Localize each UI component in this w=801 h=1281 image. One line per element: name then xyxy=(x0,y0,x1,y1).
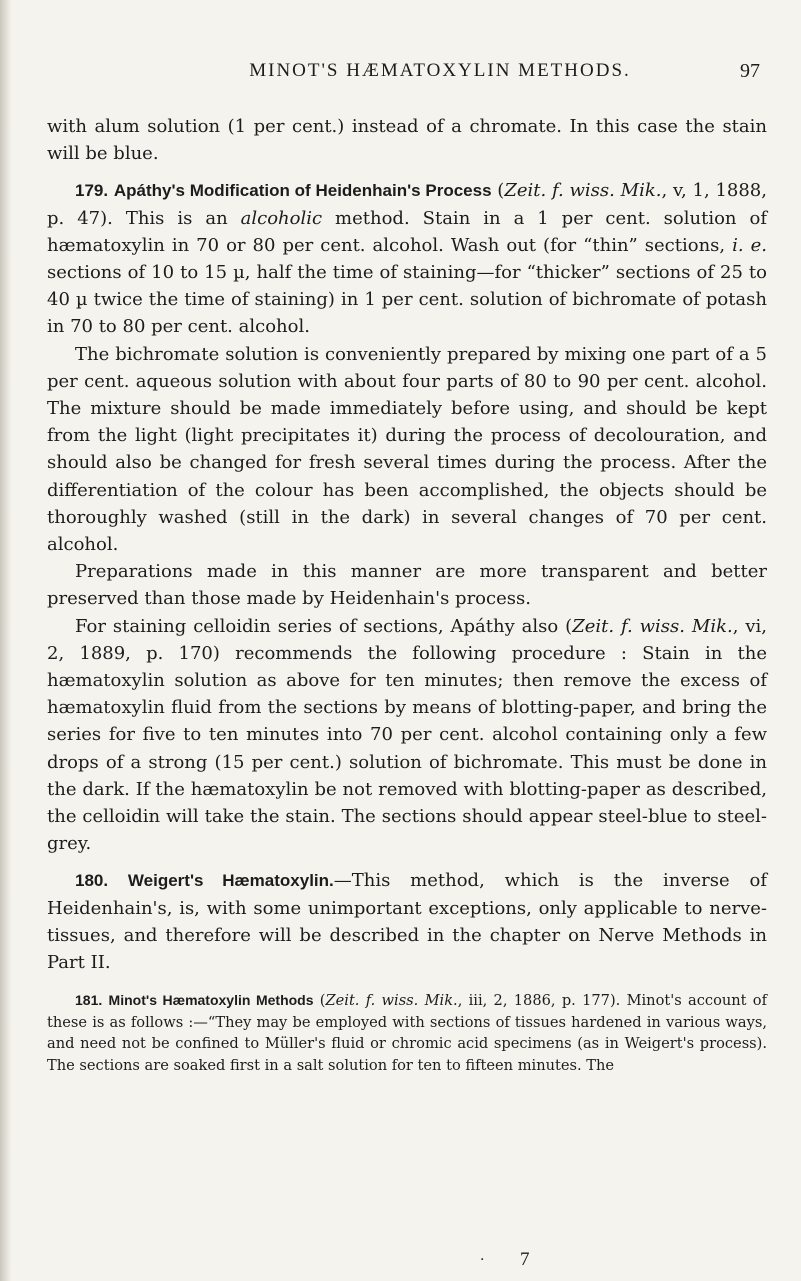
page-body xyxy=(47,113,767,1076)
page-number: 97 xyxy=(740,60,760,82)
bichromate-paragraph: The bichromate solution is conveniently prepared by mixing one part of a 5 per cent. aqueous solution with about four parts of 80 to 90 per cent. alcohol. The mixture should be made immediately before using, and should be kept from the light (light precipitates it) during the process of decolouration, and should also be changed for fresh several times during the process. After the differentiation of the colour has been accomplished, the objects should be thoroughly washed (still in the dark) in several changes of 70 per cent. alcohol. xyxy=(47,343,767,556)
text-run: method. Stain in a 1 per cent. solution of hæmatoxylin in 70 or 80 per cent. alcohol. Wash out (for “thin” sections, xyxy=(47,207,767,256)
journal-reference: Zeit. f. wiss. Mik. xyxy=(572,615,733,637)
section-number: 179. xyxy=(75,181,109,201)
section-number: 180. xyxy=(75,871,109,891)
section-title: Minot's Hæmatoxylin Methods xyxy=(108,992,314,1009)
section-number: 181. xyxy=(75,992,103,1009)
text-run: ( xyxy=(313,992,326,1010)
emphasis-alcoholic: alcoholic xyxy=(240,207,323,229)
celloidin-paragraph xyxy=(47,613,767,858)
section-title: Apáthy's Modification of Heidenhain's Process xyxy=(113,181,492,201)
text-run: For staining celloidin series of sections, Apáthy also ( xyxy=(75,615,573,637)
intro-paragraph: with alum solution (1 per cent.) instead of a chromate. In this case the stain will be blue. xyxy=(47,116,767,165)
signature-mark: 7 xyxy=(520,1249,530,1270)
text-run: —This method, which is the inverse of Heidenhain's, is, with some unimportant exceptions, only applicable to nerve-tissues, and therefore will be described in the chapter on Nerve Methods in Part II. xyxy=(47,870,767,974)
page-edge-shadow xyxy=(0,0,12,1281)
text-run: ( xyxy=(491,180,505,202)
preparations-paragraph: Preparations made in this manner are more transparent and better preserved than those made by Heidenhain's process. xyxy=(47,561,767,610)
journal-reference: Zeit. f. wiss. Mik. xyxy=(504,180,662,202)
running-header xyxy=(120,60,760,90)
section-title: Weigert's Hæmatoxylin. xyxy=(127,871,334,891)
text-run: , v, 1, 1888, p. 47). This is an xyxy=(47,180,767,229)
journal-reference: Zeit. f. wiss. Mik. xyxy=(325,992,458,1010)
text-run: , iii, 2, 1886, p. 177). Minot's account of these is as follows :—“They may be employed with sections of tissues hardened in various ways, and need not be confined to Müller's fluid or chromic acid specimens (as in Weigert's process). The sections are soaked first in a salt solution for ten to fifteen minutes. The xyxy=(47,992,767,1074)
emphasis-ie: i. e. xyxy=(732,234,767,256)
section-180-paragraph xyxy=(47,867,767,976)
section-181-paragraph xyxy=(47,990,767,1076)
running-title: MINOT'S HÆMATOXYLIN METHODS. xyxy=(249,60,631,81)
section-179-paragraph xyxy=(47,177,767,340)
text-run: , vi, 2, 1889, p. 170) recommends the following procedure : Stain in the hæmatoxylin solution as above for ten minutes; then remove the excess of hæmatoxylin fluid from the sections by means of blotting-paper, and bring the series for five to ten minutes into 70 per cent. alcohol containing only a few drops of a strong (15 per cent.) solution of bichromate. This must be done in the dark. If the hæmatoxylin be not removed with blotting-paper as described, the celloidin will take the stain. The sections should appear steel-blue to steel-grey. xyxy=(47,615,767,855)
text-run: sections of 10 to 15 µ, half the time of staining—for “thicker” sections of 25 to 40 µ twice the time of staining) in 1 per cent. solution of bichromate of potash in 70 to 80 per cent. alcohol. xyxy=(47,262,767,338)
signature-dot: · xyxy=(480,1252,485,1268)
